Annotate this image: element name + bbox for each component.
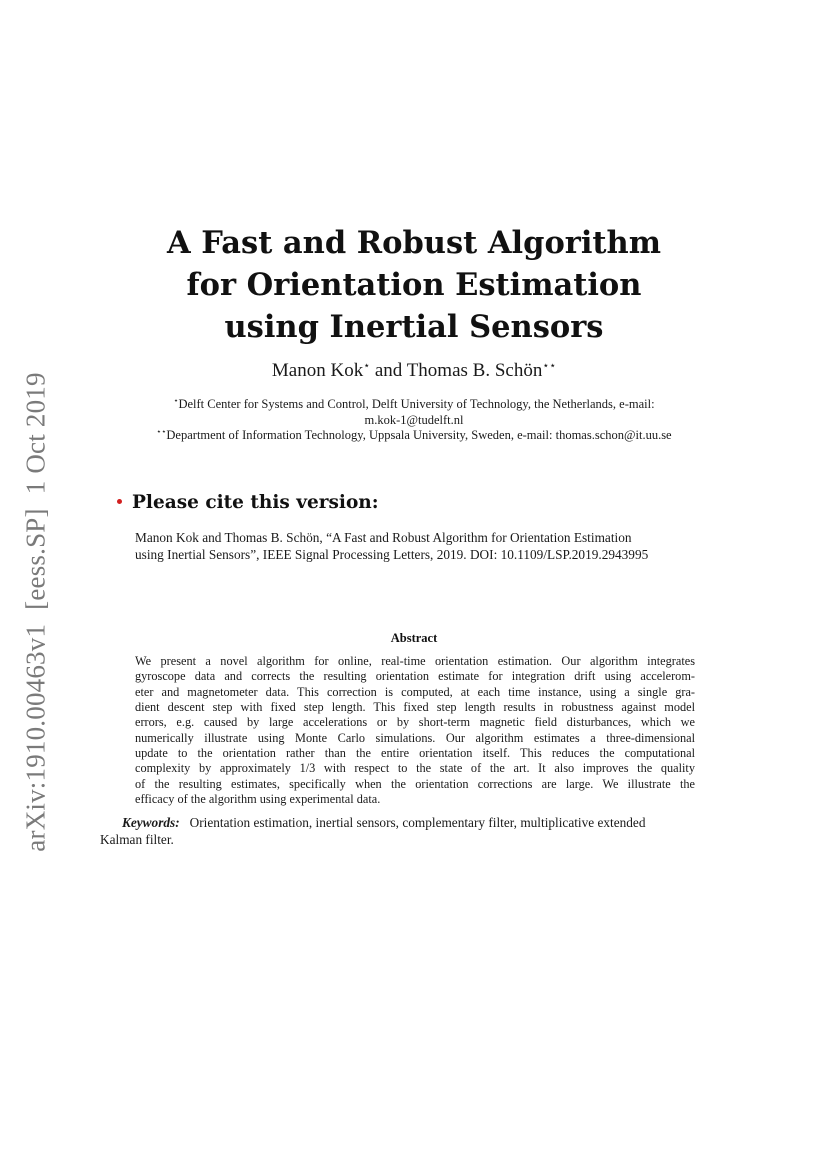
author-1-mark: ⋆	[363, 360, 371, 372]
abstract-line: eter and magnetometer data. This correction is computed, at each time instance, using a single gra-	[135, 684, 695, 699]
arxiv-category: [eess.SP]	[20, 508, 51, 610]
author-1: Manon Kok	[271, 360, 364, 381]
affiliation-1-email: m.kok-1@tudelft.nl	[364, 412, 464, 427]
affiliation-1	[100, 393, 728, 428]
title-line-1: A Fast and Robust Algorithm	[167, 225, 661, 261]
abstract-line: We present a novel algorithm for online, real-time orientation estimation. Our algorithm integrates	[135, 654, 695, 668]
arxiv-id: arXiv:1910.00463v1	[20, 623, 51, 852]
title-line-2: for Orientation Estimation	[186, 267, 642, 303]
citation-line-1: Manon Kok and Thomas B. Schön, “A Fast and Robust Algorithm for Orientation Estimation	[135, 530, 632, 545]
paper-title	[100, 222, 728, 348]
abstract-line: numerically illustrate using Monte Carlo simulations. Our algorithm estimates a three-dimensional	[135, 730, 695, 745]
abstract-line: update to the orientation rather than the entire orientation itself. This reduces the computational	[135, 746, 695, 761]
author-connector: and	[370, 360, 407, 381]
keywords-line-1: Orientation estimation, inertial sensors, complementary filter, multiplicative extended	[189, 815, 646, 830]
abstract-line: gyroscope data and corrects the resulting orientation estimate for integration drift using accelerom-	[135, 669, 695, 684]
keywords-label: Keywords:	[122, 815, 180, 830]
arxiv-date: 1 Oct 2019	[20, 372, 51, 495]
keywords-line-2: Kalman filter.	[100, 832, 174, 847]
citation-line-2: using Inertial Sensors”, IEEE Signal Processing Letters, 2019. DOI: 10.1109/LSP.2019.2943995	[135, 546, 649, 562]
affiliation-2-line-1: Department of Information Technology, Uppsala University, Sweden, e-mail: thomas.schon@it.uu.se	[166, 428, 672, 442]
author-2: Thomas B. Schön	[406, 360, 543, 381]
abstract-line: of the resulting estimates, specifically when the orientation corrections are large. We illustrate the	[135, 776, 695, 791]
abstract-heading: Abstract	[390, 631, 438, 645]
cite-heading-text: Please cite this version:	[132, 492, 379, 513]
author-2-mark: ⋆⋆	[542, 360, 557, 372]
abstract-line: efficacy of the algorithm using experimental data.	[135, 792, 381, 807]
bullet-icon	[117, 499, 122, 504]
author-list	[100, 359, 728, 382]
abstract-body	[135, 654, 695, 807]
title-line-3: using Inertial Sensors	[224, 309, 604, 345]
abstract-line: errors, e.g. caused by large accelerations or by short-term magnetic field disturbances, which we	[135, 715, 695, 730]
abstract-line: complexity by approximately 1/3 with respect to the state of the art. It also improves the quality	[135, 761, 695, 776]
keywords	[100, 814, 728, 848]
affiliation-2	[100, 424, 728, 444]
affiliation-1-line-1: Delft Center for Systems and Control, Delft University of Technology, the Netherlands, e-mail:	[178, 397, 655, 411]
cite-heading	[117, 492, 379, 513]
abstract-line: dient descent step with fixed step length. This fixed step length results in robustness against model	[135, 700, 695, 715]
affiliation-1-mark: ⋆	[173, 396, 179, 405]
citation-text	[135, 530, 715, 563]
affiliation-2-mark: ⋆⋆	[156, 427, 167, 436]
arxiv-identifier-stamp	[21, 372, 52, 851]
